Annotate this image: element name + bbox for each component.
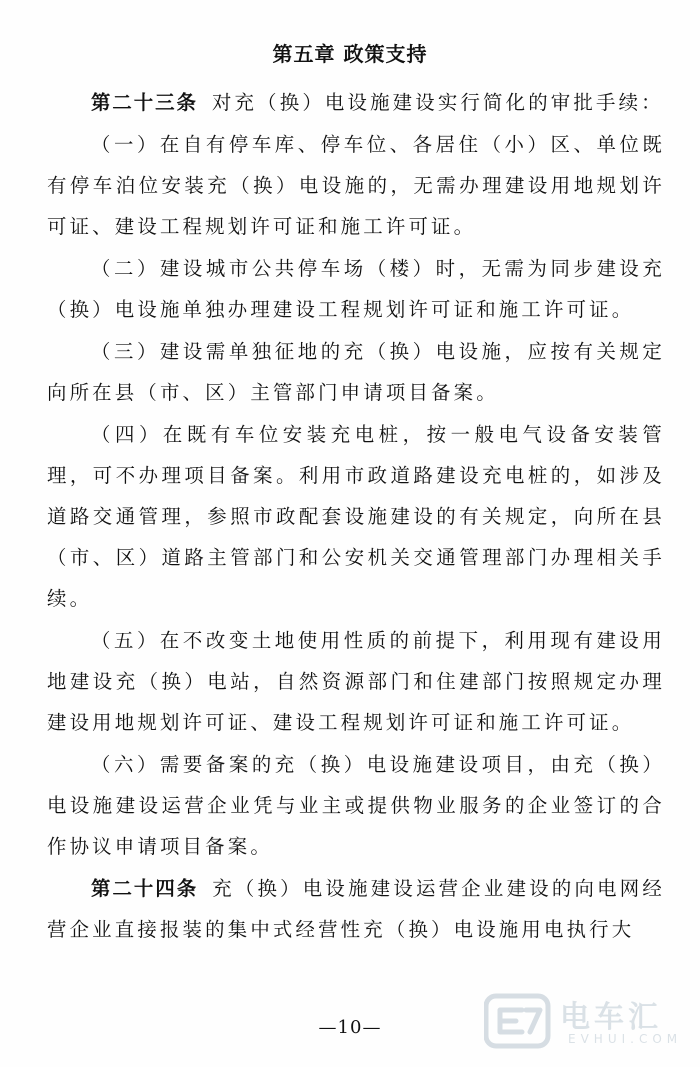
logo-seven-shape [526,1010,540,1032]
article-24-text: 充（换）电设施建设运营企业建设的向电网经营企业直接报装的集中式经营性充（换）电设施用电执行大 [47,877,666,941]
article-23-label: 第二十三条 [91,91,198,114]
article-23-intro-text: 对充（换）电设施建设实行简化的审批手续： [211,91,664,114]
article-23-item-1: （一）在自有停车库、停车位、各居住（小）区、单位既有停车泊位安装充（换）电设施的，无需办理建设用地规划许可证、建设工程规划许可证和施工许可证。 [47,133,665,238]
article-23-item-2: （二）建设城市公共停车场（楼）时，无需为同步建设充（换）电设施单独办理建设工程规划许可证和施工许可证。 [47,257,665,321]
article-23-item-5: （五）在不改变土地使用性质的前提下，利用现有建设用地建设充（换）电站，自然资源部门和住建部门按照规定办理建设用地规划许可证、建设工程规划许可证和施工许可证。 [47,629,665,734]
article-23-item-6: （六）需要备案的充（换）电设施建设项目，由充（换）电设施建设运营企业凭与业主或提供物业服务的企业签订的合作协议申请项目备案。 [47,753,665,858]
article-24-label: 第二十四条 [91,877,199,900]
watermark-brand: 电车汇 [560,1000,662,1035]
watermark-url: EVHUI.COM [568,1032,683,1046]
article-23-intro [47,82,665,123]
article-23-item-3: （三）建设需单独征地的充（换）电设施，应按有关规定向所在县（市、区）主管部门申请项目备案。 [47,340,665,404]
page-number: —10— [318,1017,382,1038]
chapter-title: 第五章 政策支持 [272,42,428,66]
document-body [47,82,665,951]
article-23-item-4: （四）在既有车位安装充电桩，按一般电气设备安装管理，可不办理项目备案。利用市政道路建设充电桩的，如涉及道路交通管理，参照市政配套设施建设的有关规定，向所在县（市、区）道路主管部门和公安机关交通管理部门办理相关手续。 [47,423,665,610]
article-24 [47,868,665,950]
evhui-logo-icon [484,992,554,1052]
logo-e-shape [500,1010,522,1032]
watermark [478,988,692,1056]
